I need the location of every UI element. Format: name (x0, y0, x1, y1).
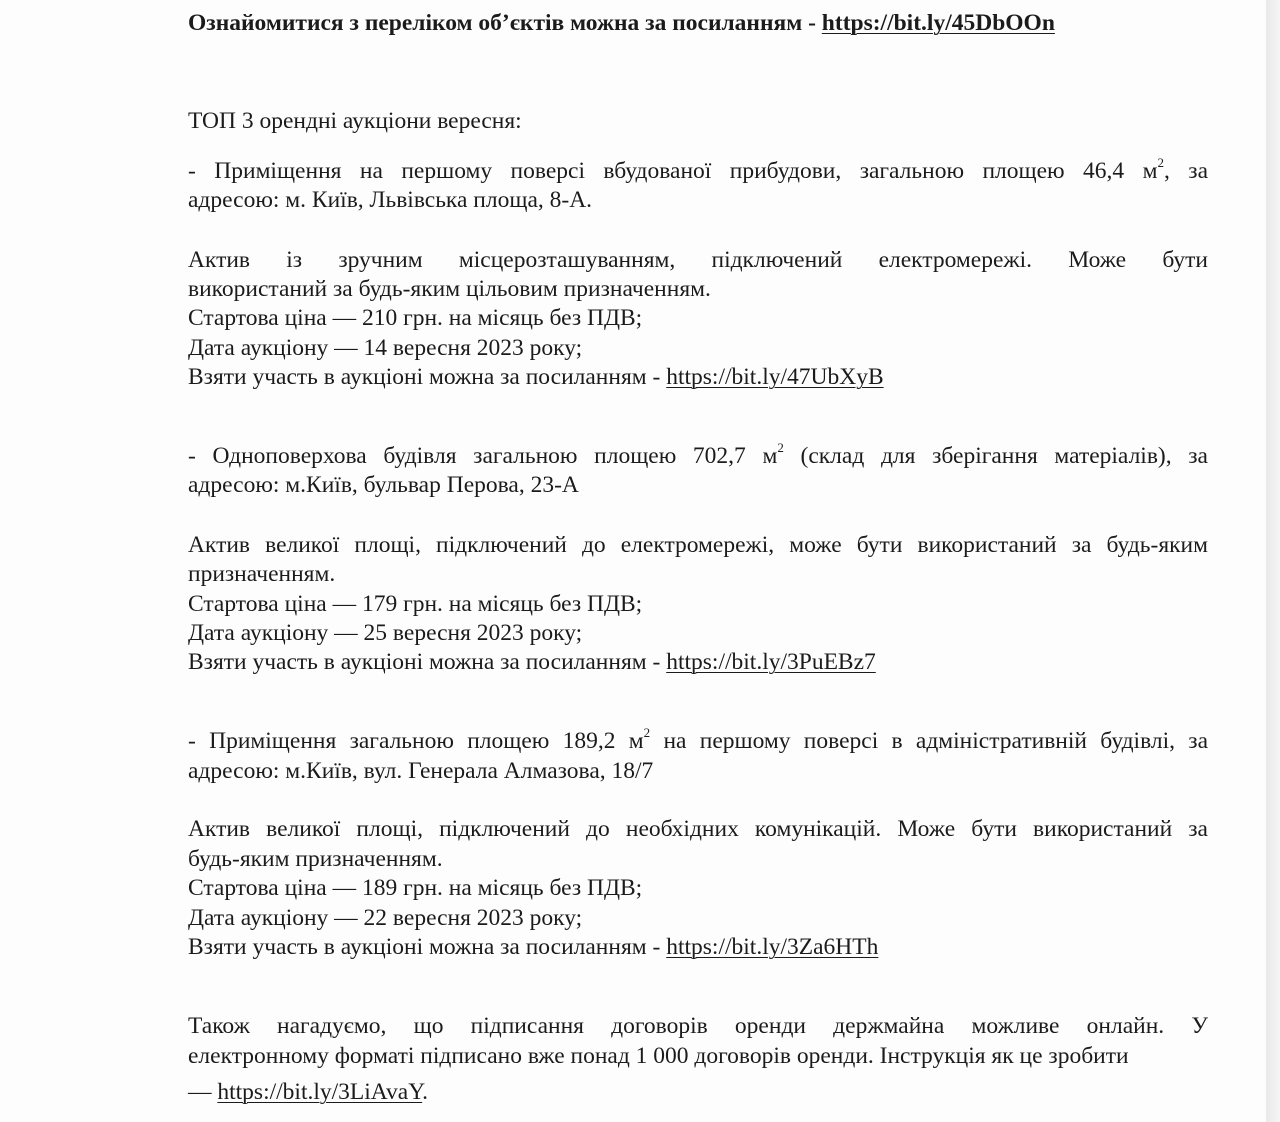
item-3-title-line1: - Приміщення загальною площею 189,2 $м^2$ на першому поверсі в адміністративній будівлі, за (188, 725, 1208, 754)
item-1-date: Дата аукціону — 14 вересня 2023 року; (188, 335, 583, 361)
item-1-desc-line2: використаний за будь-яким цільовим призначенням. (188, 276, 711, 302)
item-2-price: Стартова ціна — 179 грн. на місяць без ПДВ; (188, 591, 643, 617)
page-edge (1266, 0, 1280, 1122)
item-1-desc-line1: Актив із зручним місцерозташуванням, підключений електромережі. Може бути (188, 247, 1208, 273)
item-3-desc-line2: будь-яким призначенням. (188, 846, 443, 872)
item-3-auction-link[interactable]: https://bit.ly/3Za6HTh (666, 934, 879, 960)
item-3-date: Дата аукціону — 22 вересня 2023 року; (188, 905, 583, 931)
item-2-participate: Взяти участь в аукціоні можна за посиланням - https://bit.ly/3PuEBz7 (188, 649, 876, 675)
item-1-participate: Взяти участь в аукціоні можна за посиланням - https://bit.ly/47UbXyB (188, 364, 884, 390)
intro-heading: ТОП 3 орендні аукціони вересня: (188, 108, 522, 134)
item-3-participate: Взяти участь в аукціоні можна за посиланням - https://bit.ly/3Za6HTh (188, 934, 879, 960)
superscript: 2 (643, 725, 651, 741)
superscript: 2 (1157, 155, 1164, 171)
item-1-auction-link[interactable]: https://bit.ly/47UbXyB (666, 364, 884, 390)
item-2-title-line1: - Одноповерхова будівля загальною площею 702,7 $м^2$ (склад для зберігання матеріалів), за (188, 440, 1208, 469)
item-2-desc-line2: призначенням. (188, 561, 336, 587)
header-text: Ознайомитися з переліком об’єктів можна за посиланням - (188, 10, 822, 36)
item-2-desc-line1: Актив великої площі, підключений до електромережі, може бути використаний за будь-яким (188, 532, 1208, 558)
item-2-date: Дата аукціону — 25 вересня 2023 року; (188, 620, 583, 646)
header-link[interactable]: https://bit.ly/45DbOOn (821, 10, 1055, 36)
item-3-title-line2: адресою: м.Київ, вул. Генерала Алмазова, 18/7 (188, 758, 654, 784)
item-2-title-line2: адресою: м.Київ, бульвар Перова, 23-А (188, 472, 579, 498)
footer-line3: — https://bit.ly/3LiAvaY. (188, 1079, 429, 1105)
item-1-price: Стартова ціна — 210 грн. на місяць без ПДВ; (188, 305, 643, 331)
header-line (188, 9, 1055, 38)
footer-instruction-link[interactable]: https://bit.ly/3LiAvaY (217, 1079, 423, 1105)
item-2-auction-link[interactable]: https://bit.ly/3PuEBz7 (666, 649, 876, 675)
item-1-title-line2: адресою: м. Київ, Львівська площа, 8-А. (188, 187, 593, 213)
footer-line1: Також нагадуємо, що підписання договорів оренди держмайна можливе онлайн. У (188, 1013, 1208, 1039)
superscript: 2 (777, 440, 784, 456)
footer-line2: електронному форматі підписано вже понад 1 000 договорів оренди. Інструкція як це зробити (188, 1043, 1129, 1069)
item-1-title-line1: - Приміщення на першому поверсі вбудованої прибудови, загальною площею 46,4 $м^2$, за (188, 155, 1208, 184)
item-3-desc-line1: Актив великої площі, підключений до необхідних комунікацій. Може бути використаний за (188, 816, 1208, 842)
item-3-price: Стартова ціна — 189 грн. на місяць без ПДВ; (188, 875, 643, 901)
